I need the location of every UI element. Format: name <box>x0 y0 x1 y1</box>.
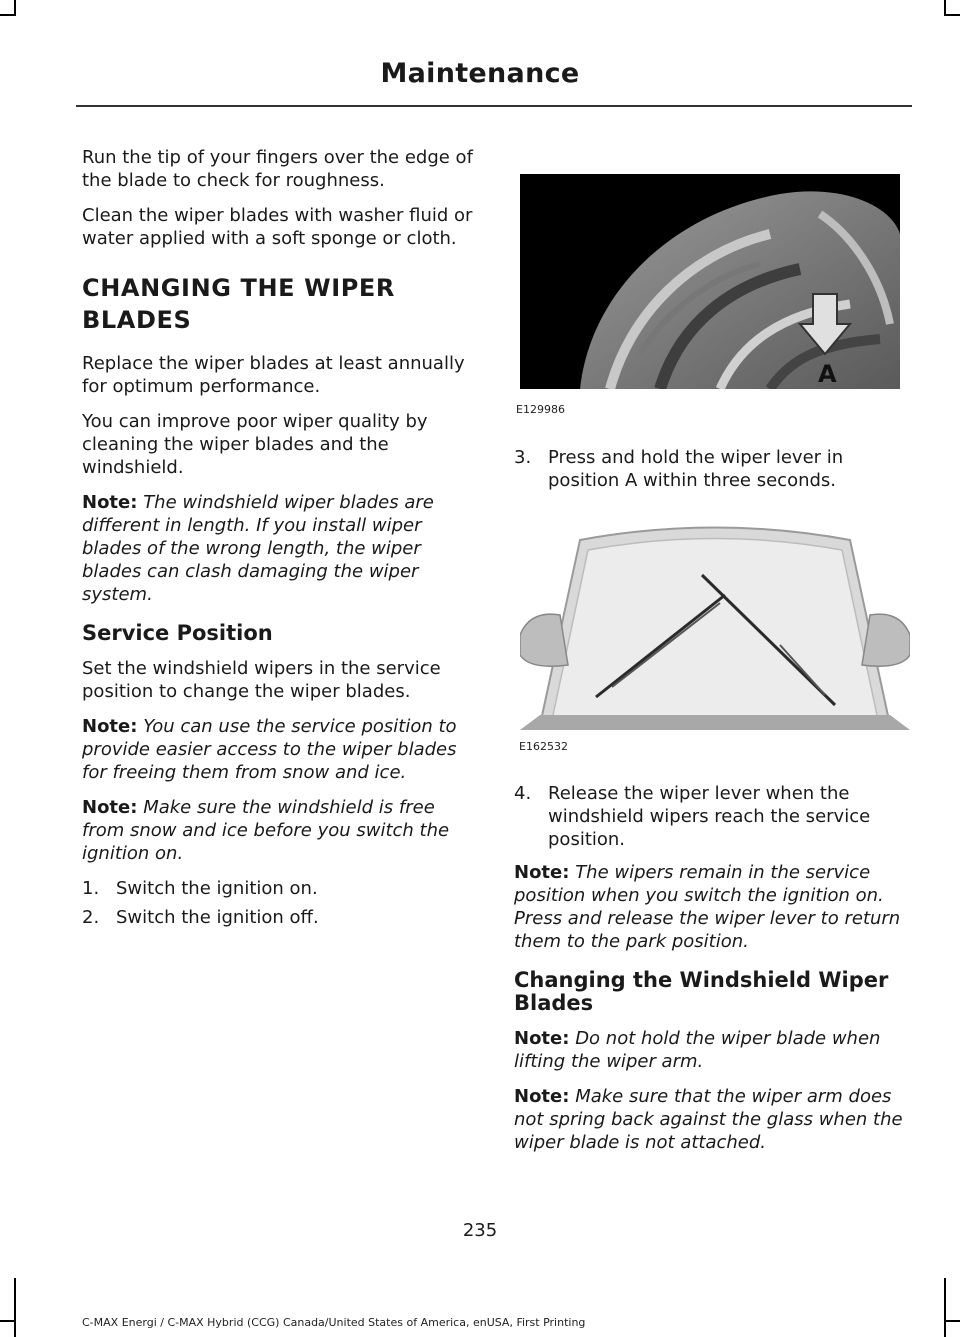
step-text: Press and hold the wiper lever in position A within three seconds. <box>548 447 844 491</box>
step-number: 2. <box>82 907 100 928</box>
note-text: Make sure that the wiper arm does not spring back against the glass when the wiper blade is not attached. <box>514 1086 903 1153</box>
note <box>514 861 910 953</box>
paragraph: Set the windshield wipers in the service position to change the wiper blades. <box>82 658 441 702</box>
footer-text: C-MAX Energi / C-MAX Hybrid (CCG) Canada/United States of America, enUSA, First Printing <box>82 1316 586 1329</box>
crop-mark <box>944 1278 946 1337</box>
note-text: Do not hold the wiper blade when lifting the wiper arm. <box>514 1028 881 1072</box>
list-item <box>514 782 910 851</box>
note <box>82 796 478 865</box>
note-label: Note: <box>514 1086 570 1107</box>
subsection-heading: Service Position <box>82 621 273 645</box>
wiper-lever-image <box>520 174 900 389</box>
paragraph: Clean the wiper blades with washer fluid or water applied with a soft sponge or cloth. <box>82 205 473 249</box>
note-label: Note: <box>82 797 138 818</box>
right-column-bottom <box>514 782 910 1166</box>
wiper-lever-illustration <box>520 174 900 389</box>
step-number: 1. <box>82 878 100 899</box>
header-divider <box>76 105 912 107</box>
section-heading: CHANGING THE WIPER BLADES <box>82 274 396 334</box>
page-title: Maintenance <box>380 58 580 89</box>
step-text: Switch the ignition on. <box>116 878 318 899</box>
page-number: 235 <box>462 1220 498 1241</box>
step-text: Switch the ignition off. <box>116 907 319 928</box>
step-number: 3. <box>514 447 532 468</box>
note <box>514 1027 910 1073</box>
position-label: A <box>818 360 837 388</box>
crop-mark <box>0 1320 16 1322</box>
step-text: Release the wiper lever when the windshield wipers reach the service position. <box>548 783 871 850</box>
list-item <box>82 906 478 929</box>
note-text: Make sure the windshield is free from snow and ice before you switch the ignition on. <box>82 797 450 864</box>
note-label: Note: <box>514 1028 570 1049</box>
note <box>82 491 478 606</box>
note-label: Note: <box>82 716 138 737</box>
right-column-top <box>514 446 910 498</box>
crop-mark <box>0 14 16 16</box>
step-number: 4. <box>514 783 532 804</box>
figure-code: E129986 <box>516 403 565 416</box>
list-item <box>514 446 910 492</box>
crop-mark <box>944 1320 960 1322</box>
note-text: You can use the service position to provide easier access to the wiper blades for freeing them from snow and ice. <box>82 716 457 783</box>
paragraph: You can improve poor wiper quality by cleaning the wiper blades and the windshield. <box>82 411 428 478</box>
crop-mark <box>14 1278 16 1337</box>
paragraph: Replace the wiper blades at least annually for optimum performance. <box>82 353 465 397</box>
figure-code: E162532 <box>519 740 568 753</box>
note <box>82 715 478 784</box>
windshield-image <box>520 515 910 730</box>
list-item <box>82 877 478 900</box>
windshield-illustration <box>520 515 900 730</box>
left-column <box>82 146 478 935</box>
subsection-heading: Changing the Windshield Wiper Blades <box>514 968 889 1015</box>
crop-mark <box>944 14 960 16</box>
note-label: Note: <box>514 862 570 883</box>
note-text: The wipers remain in the service position when you switch the ignition on. Press and release the wiper lever to return them to the park position. <box>514 862 901 952</box>
note <box>514 1085 910 1154</box>
note-label: Note: <box>82 492 138 513</box>
paragraph: Run the tip of your fingers over the edge of the blade to check for roughness. <box>82 147 473 191</box>
note-text: The windshield wiper blades are different in length. If you install wiper blades of the wrong length, the wiper blades can clash damaging the wiper system. <box>82 492 434 605</box>
